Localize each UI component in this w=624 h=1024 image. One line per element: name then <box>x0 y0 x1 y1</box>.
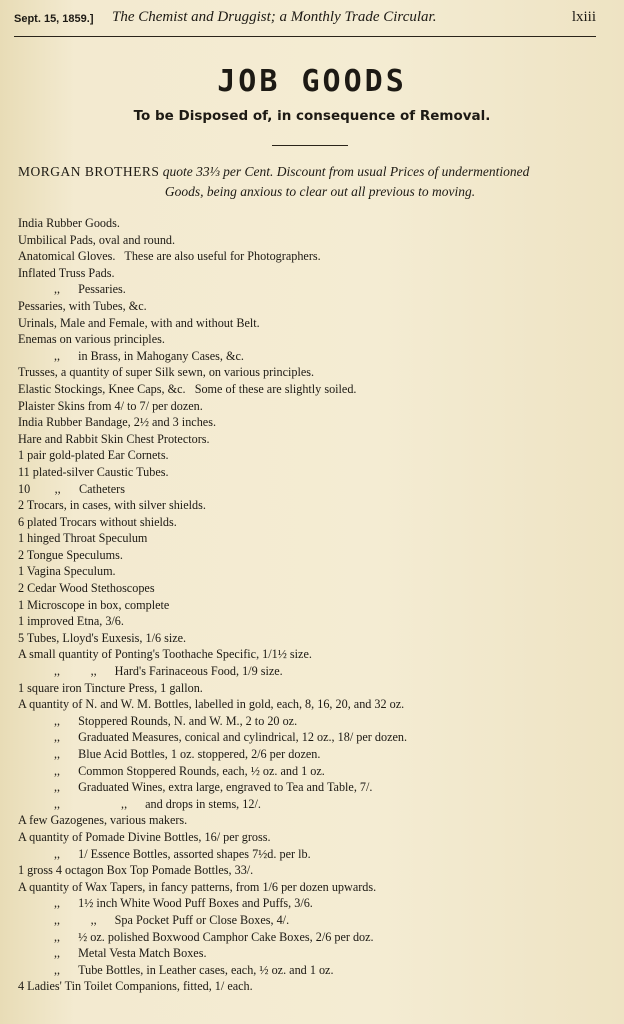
list-item <box>18 663 618 680</box>
list-item <box>18 331 618 348</box>
list-item <box>18 431 618 448</box>
list-item-text: Common Stoppered Rounds, each, ½ oz. and 1 oz. <box>78 763 325 778</box>
list-item <box>18 580 618 597</box>
list-item <box>18 746 618 763</box>
list-item <box>18 215 618 232</box>
list-item <box>18 895 618 912</box>
list-item <box>18 796 618 813</box>
list-item-text: A quantity of N. and W. M. Bottles, labelled in gold, each, 8, 16, 20, and 32 oz. <box>18 697 405 712</box>
list-item <box>18 829 618 846</box>
page-number: lxiii <box>571 9 596 25</box>
list-item-text: 10 ,, Catheters <box>18 481 125 496</box>
list-item-text: Inflated Truss Pads. <box>18 265 115 280</box>
goods-list <box>18 215 618 995</box>
ditto-mark: ,, <box>54 946 61 961</box>
firm-name: MORGAN BROTHERS <box>18 164 160 179</box>
list-item-text: 1 square iron Tincture Press, 1 gallon. <box>18 680 203 695</box>
ditto-mark: ,, <box>54 962 61 977</box>
intro-line-1-text: quote 33⅓ per Cent. Discount from usual Prices of undermentioned <box>162 164 530 179</box>
list-item-text: Blue Acid Bottles, 1 oz. stoppered, 2/6 per dozen. <box>78 747 321 761</box>
list-item-text: A small quantity of Ponting's Toothache Specific, 1/1½ size. <box>18 647 312 662</box>
list-item <box>18 265 618 282</box>
list-item-text: 1 pair gold-plated Ear Cornets. <box>18 448 169 463</box>
divider-rule <box>272 145 348 146</box>
list-item <box>18 248 618 265</box>
list-item <box>18 281 618 298</box>
list-item <box>18 646 618 663</box>
list-item <box>18 879 618 896</box>
list-item <box>18 381 618 398</box>
list-item-text: 11 plated-silver Caustic Tubes. <box>18 464 169 479</box>
list-item-text: 6 plated Trocars without shields. <box>18 514 177 529</box>
list-item <box>18 348 618 365</box>
list-item-text: A quantity of Wax Tapers, in fancy patterns, from 1/6 per dozen upwards. <box>18 879 377 894</box>
list-item-text: Umbilical Pads, oval and round. <box>18 232 176 247</box>
list-item <box>18 232 618 249</box>
list-item-text: 1 Vagina Speculum. <box>18 564 116 579</box>
list-item <box>18 398 618 415</box>
list-item-text: 2 Tongue Speculums. <box>18 547 123 562</box>
list-item-text: A quantity of Pomade Divine Bottles, 16/ per gross. <box>18 829 271 844</box>
issue-date: Sept. 15, 1859.] <box>14 13 94 25</box>
list-item <box>18 713 618 730</box>
list-item <box>18 298 618 315</box>
ditto-mark: ,, <box>54 730 61 745</box>
ditto-mark: ,, <box>54 348 61 363</box>
list-item <box>18 862 618 879</box>
list-item <box>18 563 618 580</box>
intro-paragraph <box>18 162 608 202</box>
list-item-text: ½ oz. polished Boxwood Camphor Cake Boxes, 2/6 per doz. <box>78 929 374 944</box>
list-item <box>18 613 618 630</box>
list-item <box>18 315 618 332</box>
ditto-mark: ,, ,, <box>54 912 97 927</box>
list-item-text: Anatomical Gloves. These are also useful for Photographers. <box>18 249 321 264</box>
list-item <box>18 597 618 614</box>
list-item <box>18 547 618 564</box>
list-item <box>18 514 618 531</box>
ditto-mark: ,, <box>54 747 61 761</box>
advert-subtitle: To be Disposed of, in consequence of Removal. <box>133 108 491 124</box>
list-item-text: Plaister Skins from 4/ to 7/ per dozen. <box>18 398 203 413</box>
list-item-text: 1 Microscope in box, complete <box>18 597 170 612</box>
ditto-mark: ,, <box>54 929 61 944</box>
list-item <box>18 945 618 962</box>
list-item-text: 1/ Essence Bottles, assorted shapes 7½d. per lb. <box>78 846 311 861</box>
ditto-mark: ,, ,, <box>54 664 97 679</box>
list-item-text: Urinals, Male and Female, with and without Belt. <box>18 315 260 330</box>
ditto-mark: ,, <box>54 896 61 911</box>
list-item-text: Elastic Stockings, Knee Caps, &c. Some of these are slightly soiled. <box>18 381 357 396</box>
running-head <box>14 8 596 37</box>
list-item <box>18 912 618 929</box>
journal-title: The Chemist and Druggist; a Monthly Trade Circular. <box>112 9 437 25</box>
list-item <box>18 779 618 796</box>
list-item-text: India Rubber Goods. <box>18 216 120 230</box>
list-item-text: 5 Tubes, Lloyd's Euxesis, 1/6 size. <box>18 630 187 645</box>
list-item-text: 2 Trocars, in cases, with silver shields. <box>18 498 206 513</box>
list-item <box>18 978 618 995</box>
ditto-mark: ,, <box>54 780 61 795</box>
list-item <box>18 696 618 713</box>
list-item-text: 4 Ladies' Tin Toilet Companions, fitted, 1/ each. <box>18 979 253 994</box>
list-item <box>18 447 618 464</box>
list-item <box>18 929 618 946</box>
list-item-text: Graduated Wines, extra large, engraved to Tea and Table, 7/. <box>78 780 373 795</box>
ditto-mark: ,, <box>54 282 61 297</box>
ditto-mark: ,, ,, <box>54 796 128 811</box>
list-item <box>18 630 618 647</box>
list-item-text: and drops in stems, 12/. <box>145 796 261 811</box>
list-item <box>18 414 618 431</box>
ditto-mark: ,, <box>54 846 61 861</box>
list-item <box>18 364 618 381</box>
list-item-text: Graduated Measures, conical and cylindrical, 12 oz., 18/ per dozen. <box>78 730 408 745</box>
list-item-text: 1 improved Etna, 3/6. <box>18 614 124 629</box>
list-item-text: 1½ inch White Wood Puff Boxes and Puffs, 3/6. <box>78 896 313 911</box>
list-item-text: Enemas on various principles. <box>18 332 165 347</box>
advert-title: JOB GOODS <box>217 64 407 99</box>
list-item-text: Pessaries. <box>78 282 126 297</box>
list-item <box>18 962 618 979</box>
list-item <box>18 812 618 829</box>
list-item-text: India Rubber Bandage, 2½ and 3 inches. <box>18 415 216 430</box>
list-item <box>18 530 618 547</box>
intro-line-1 <box>18 162 608 182</box>
list-item <box>18 497 618 514</box>
list-item-text: Tube Bottles, in Leather cases, each, ½ oz. and 1 oz. <box>78 962 334 977</box>
list-item <box>18 464 618 481</box>
list-item-text: Hare and Rabbit Skin Chest Protectors. <box>18 431 210 446</box>
list-item <box>18 481 618 498</box>
list-item-text: in Brass, in Mahogany Cases, &c. <box>78 348 244 363</box>
list-item <box>18 729 618 746</box>
list-item-text: 1 gross 4 octagon Box Top Pomade Bottles, 33/. <box>18 863 254 878</box>
ditto-mark: ,, <box>54 763 61 778</box>
list-item <box>18 680 618 697</box>
intro-line-2: Goods, being anxious to clear out all previous to moving. <box>164 184 476 199</box>
list-item-text: 2 Cedar Wood Stethoscopes <box>18 581 155 596</box>
list-item-text: Pessaries, with Tubes, &c. <box>18 298 147 313</box>
list-item-text: Trusses, a quantity of super Silk sewn, on various principles. <box>18 365 315 380</box>
list-item-text: Hard's Farinaceous Food, 1/9 size. <box>114 664 283 679</box>
list-item <box>18 763 618 780</box>
list-item-text: Spa Pocket Puff or Close Boxes, 4/. <box>114 912 290 927</box>
list-item-text: Stoppered Rounds, N. and W. M., 2 to 20 oz. <box>78 713 298 728</box>
list-item-text: 1 hinged Throat Speculum <box>18 531 148 546</box>
list-item-text: Metal Vesta Match Boxes. <box>78 946 207 961</box>
list-item-text: A few Gazogenes, various makers. <box>18 813 188 828</box>
list-item <box>18 846 618 863</box>
ditto-mark: ,, <box>54 713 61 728</box>
